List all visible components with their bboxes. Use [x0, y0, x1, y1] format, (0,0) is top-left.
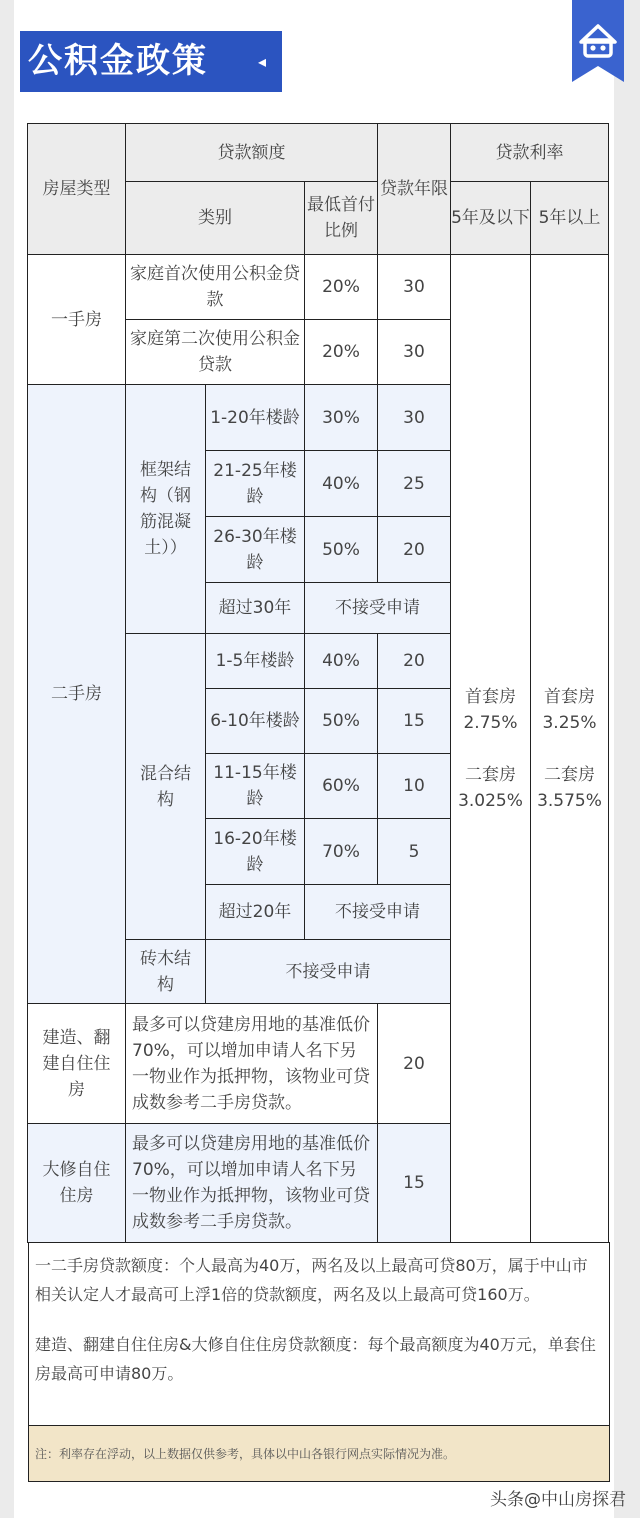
mixed-over-value: 不接受申请: [304, 884, 451, 940]
frame-age-1: 1-20年楼龄: [205, 384, 305, 451]
footnote: 注：利率存在浮动，以上数据仅供参考，具体以中山各银行网点实际情况为准。: [28, 1426, 610, 1482]
frame-ratio-1: 30%: [304, 384, 378, 451]
frame-age-3: 26-30年楼龄: [205, 516, 305, 583]
house-logo-icon: [572, 0, 624, 82]
rate-above-first: 首套房 3.25%: [542, 686, 597, 733]
mixed-over-label: 超过20年: [205, 884, 305, 940]
left-margin: [0, 0, 14, 1518]
repair-desc: 最多可以贷建房用地的基准低价70%，可以增加申请人名下另一物业作为抵押物，该物业可贷成数参考二手房贷款。: [125, 1123, 378, 1243]
repair-label: 大修自住住房: [27, 1123, 126, 1243]
watermark-prefix: 头条: [490, 1490, 524, 1510]
header-term: 贷款年限: [377, 123, 451, 255]
mixed-age-2: 6-10年楼龄: [205, 688, 305, 754]
policy-table: [28, 124, 610, 1244]
watermark-handle: @中山房探君: [524, 1490, 626, 1510]
frame-ratio-3: 50%: [304, 516, 378, 583]
new-house-ratio-2: 20%: [304, 319, 378, 385]
header-category: 类别: [125, 181, 305, 255]
watermark: [490, 1486, 626, 1514]
new-house-term-1: 30: [377, 254, 451, 320]
new-house-term-2: 30: [377, 319, 451, 385]
build-term: 20: [377, 1003, 451, 1124]
mixed-age-3: 11-15年楼龄: [205, 753, 305, 819]
mixed-ratio-4: 70%: [304, 818, 378, 885]
new-house-label: 一手房: [27, 254, 126, 385]
frame-structure-label: 框架结构（钢筋混凝土））: [125, 384, 206, 634]
new-house-cat-2: 家庭第二次使用公积金贷款: [125, 319, 305, 385]
rate-below-second: 二套房 3.025%: [458, 764, 523, 811]
mixed-term-4: 5: [377, 818, 451, 885]
new-house-ratio-1: 20%: [304, 254, 378, 320]
frame-ratio-2: 40%: [304, 450, 378, 517]
frame-over-value: 不接受申请: [304, 582, 451, 634]
mixed-term-1: 20: [377, 633, 451, 689]
build-desc: 最多可以贷建房用地的基准低价70%，可以增加申请人名下另一物业作为抵押物，该物业可贷成数参考二手房贷款。: [125, 1003, 378, 1124]
header-rate-5-above: 5年以上: [530, 181, 609, 255]
note-amount-1: 一二手房贷款额度：个人最高为40万，两名及以上最高可贷80万，属于中山市相关认定人才最高可上浮1倍的贷款额度，两名及以上最高可贷160万。: [35, 1256, 588, 1304]
header-loan-amount: 贷款额度: [125, 123, 378, 182]
brick-structure-value: 不接受申请: [205, 939, 451, 1004]
page-title: 公积金政策: [28, 41, 208, 81]
mixed-term-3: 10: [377, 753, 451, 819]
frame-age-2: 21-25年楼龄: [205, 450, 305, 517]
frame-over-label: 超过30年: [205, 582, 305, 634]
mixed-age-1: 1-5年楼龄: [205, 633, 305, 689]
frame-term-3: 20: [377, 516, 451, 583]
mixed-structure-label: 混合结构: [125, 633, 206, 940]
mixed-ratio-3: 60%: [304, 753, 378, 819]
rate-above-second: 二套房 3.575%: [537, 764, 602, 811]
header-house-type: 房屋类型: [27, 123, 126, 255]
mixed-term-2: 15: [377, 688, 451, 754]
rate-below-first: 首套房 2.75%: [463, 686, 518, 733]
notes-box: [28, 1242, 610, 1426]
mixed-age-4: 16-20年楼龄: [205, 818, 305, 885]
mixed-ratio-2: 50%: [304, 688, 378, 754]
mixed-ratio-1: 40%: [304, 633, 378, 689]
frame-term-2: 25: [377, 450, 451, 517]
header-rate: 贷款利率: [450, 123, 609, 182]
header-min-down: 最低首付比例: [304, 181, 378, 255]
note-amount-2: 建造、翻建自住住房&大修自住住房贷款额度：每个最高额度为40万元，单套住房最高可申请80万。: [35, 1335, 596, 1383]
new-house-cat-1: 家庭首次使用公积金贷款: [125, 254, 305, 320]
right-margin: [614, 0, 640, 1518]
title-banner: [20, 31, 282, 92]
triangle-left-icon: ◂: [258, 52, 267, 71]
rate-5-below-cell: [450, 254, 531, 1243]
brick-structure-label: 砖木结构: [125, 939, 206, 1004]
second-house-label: 二手房: [27, 384, 126, 1004]
build-label: 建造、翻建自住住房: [27, 1003, 126, 1124]
repair-term: 15: [377, 1123, 451, 1243]
header-rate-5-below: 5年及以下: [450, 181, 531, 255]
rate-5-above-cell: [530, 254, 609, 1243]
frame-term-1: 30: [377, 384, 451, 451]
